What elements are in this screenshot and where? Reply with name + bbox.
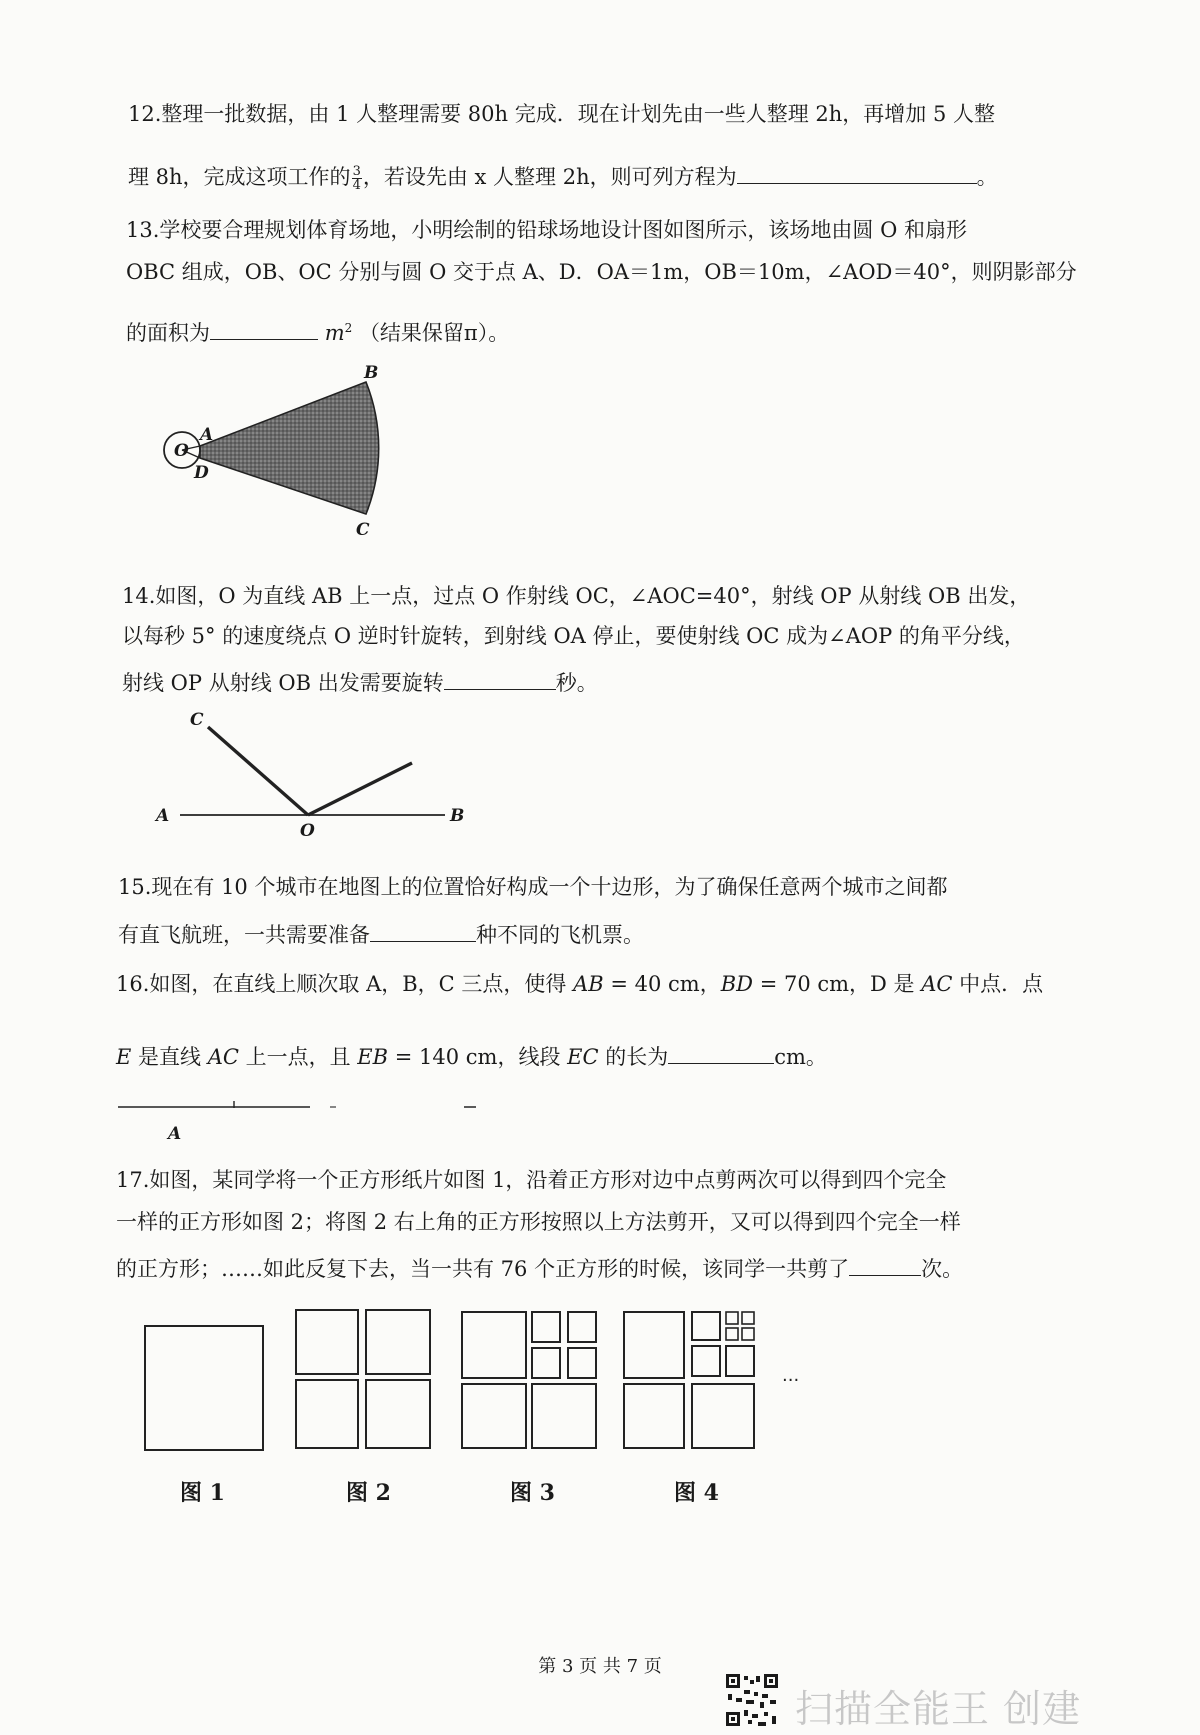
- caption-fig-4: 图 4: [674, 1480, 719, 1506]
- angle-figure: [150, 705, 470, 840]
- answer-blank-14[interactable]: [444, 668, 556, 690]
- shaded-region: [200, 382, 379, 514]
- fig4-tiny-2: [742, 1312, 754, 1324]
- label-a: A: [200, 425, 214, 445]
- label-b: B: [450, 806, 465, 826]
- fig2-square-bl: [296, 1380, 358, 1448]
- question-12-line-2: 理 8h，完成这项工作的 $\frac{3}{4}$ ，若设先由 x 人整理 2h，则可列方程为 。: [128, 164, 998, 193]
- answer-blank-16[interactable]: [668, 1042, 774, 1064]
- question-16-line-2: E 是直线 AC 上一点，且 EB = 140 cm，线段 EC 的长为 cm。: [116, 1042, 827, 1070]
- caption-fig-2: 图 2: [346, 1480, 391, 1506]
- label-o: O: [174, 441, 189, 461]
- fig3-square-bl: [462, 1384, 526, 1448]
- fig3-small-3: [532, 1348, 560, 1378]
- fig4-square-tl: [624, 1312, 684, 1378]
- fig4-medium-1: [692, 1346, 720, 1376]
- fig3-small-2: [568, 1312, 596, 1342]
- fig4-square-br: [692, 1384, 754, 1448]
- fig4-medium-3: [692, 1312, 720, 1340]
- fig3-small-1: [532, 1312, 560, 1342]
- fig4-medium-2: [726, 1346, 754, 1376]
- sector-figure: [160, 360, 400, 540]
- label-a: A: [156, 806, 170, 826]
- answer-blank-12[interactable]: [737, 162, 977, 184]
- ray-oc: [208, 727, 308, 815]
- fraction-three-quarters: $\frac{3}{4}$: [352, 164, 361, 193]
- question-17-line-3: 的正方形；……如此反复下去，当一共有 76 个正方形的时候，该同学一共剪了 次。: [116, 1254, 963, 1282]
- label-c: C: [190, 710, 204, 730]
- scanner-watermark: 扫描全能王 创建: [795, 1687, 1082, 1731]
- fig4-tiny-4: [742, 1328, 754, 1340]
- question-12-line-1: 12.整理一批数据，由 1 人整理需要 80h 完成．现在计划先由一些人整理 2h，再增加 5 人整: [128, 102, 995, 126]
- label-b: B: [364, 363, 379, 383]
- answer-blank-15[interactable]: [370, 920, 476, 942]
- answer-blank-17[interactable]: [849, 1254, 921, 1276]
- question-16-line-1: 16.如图，在直线上顺次取 A，B，C 三点，使得 AB = 40 cm，BD = 70 cm，D 是 AC 中点．点: [116, 972, 1044, 996]
- line-segment-figure: [110, 1095, 510, 1145]
- ray-op: [308, 763, 412, 815]
- fig3-square-br: [532, 1384, 596, 1448]
- fig2-square-br: [366, 1380, 430, 1448]
- question-15-line-2: 有直飞航班，一共需要准备 种不同的飞机票。: [118, 920, 644, 948]
- fig1-square: [145, 1326, 263, 1450]
- fig4-square-bl: [624, 1384, 684, 1448]
- question-15-line-1: 15.现在有 10 个城市在地图上的位置恰好构成一个十边形，为了确保任意两个城市之间都: [118, 875, 948, 899]
- answer-blank-13[interactable]: [210, 318, 318, 340]
- question-14-line-1: 14.如图，O 为直线 AB 上一点，过点 O 作射线 OC，∠AOC=40°，射线 OP 从射线 OB 出发，: [122, 584, 1031, 608]
- question-17-line-1: 17.如图，某同学将一个正方形纸片如图 1，沿着正方形对边中点剪两次可以得到四个完全: [116, 1168, 947, 1192]
- page-number: 第 3 页 共 7 页: [538, 1656, 662, 1677]
- caption-fig-3: 图 3: [510, 1480, 555, 1506]
- caption-fig-1: 图 1: [180, 1480, 225, 1506]
- fig4-tiny-3: [726, 1328, 738, 1340]
- fig2-square-tl: [296, 1310, 358, 1374]
- question-14-line-3: 射线 OP 从射线 OB 出发需要旋转 秒。: [122, 668, 598, 696]
- qr-code-icon: [724, 1672, 780, 1728]
- question-17-line-2: 一样的正方形如图 2；将图 2 右上角的正方形按照以上方法剪开，又可以得到四个完全一样: [116, 1210, 961, 1234]
- label-a: A: [168, 1124, 182, 1144]
- squares-figure: [140, 1300, 840, 1460]
- label-o: O: [300, 821, 315, 841]
- ellipsis: ···: [782, 1370, 800, 1391]
- question-13-line-1: 13.学校要合理规划体育场地，小明绘制的铅球场地设计图如图所示，该场地由圆 O 和扇形: [126, 218, 967, 242]
- fig2-square-tr: [366, 1310, 430, 1374]
- fig3-square-tl: [462, 1312, 526, 1378]
- question-13-line-2: OBC 组成，OB、OC 分别与圆 O 交于点 A、D．OA＝1m，OB＝10m，∠AOD＝40°，则阴影部分: [126, 260, 1077, 284]
- label-d: D: [194, 463, 209, 483]
- label-c: C: [356, 520, 370, 540]
- fig3-small-4: [568, 1348, 596, 1378]
- fig4-tiny-1: [726, 1312, 738, 1324]
- question-14-line-2: 以每秒 5° 的速度绕点 O 逆时针旋转，到射线 OA 停止，要使射线 OC 成为∠AOP 的角平分线，: [122, 624, 1025, 648]
- question-13-line-3: 的面积为 $m^2$ （结果保留π）。: [126, 318, 509, 346]
